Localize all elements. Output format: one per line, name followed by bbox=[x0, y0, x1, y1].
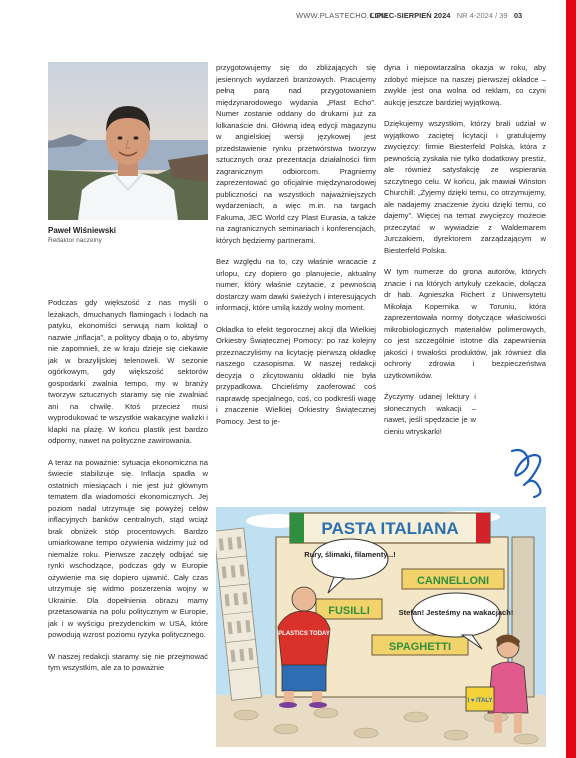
website-url[interactable]: WWW.PLASTECHO.COM bbox=[296, 11, 388, 20]
author-role: Redaktor naczelny bbox=[48, 237, 102, 244]
issue-date: LIPIEC-SIERPIEŃ 2024 bbox=[370, 11, 451, 20]
article-column-2 bbox=[216, 62, 376, 437]
article-column-1 bbox=[48, 297, 208, 684]
page-number: 03 bbox=[513, 11, 523, 20]
paragraph: A teraz na poważnie: sytuacja ekonomiczna na świecie stabilizuje się. Inflacja spadła w ostatnich miesiącach i nie jest już głównym tematem dla wiadomości ekonomicznych. Jej poziom nadal utrzymuje się powyżej celów inflacyjnych banków centralnych, stąd wciąż brak obniżek stóp procentowych. Bardzo umiarkowane tempo ożywienia widzimy już od niemalże roku. Pierwsze zaczęły odbijać się rynki wschodzące, podczas gdy w Europie ożywienie ma się dopiero ujawnić. Cały czas utrzymuje się widmo poszerzenia wojny w Ukrainie. Dla dopełnienia obrazu mamy przetasowania na polu politycznym w Europie, jak i w wyścigu prezydenckim w USA, które powodują wzrost poziomu ryzyka politycznego. bbox=[48, 457, 208, 639]
bag-text: I ♥ ITALY bbox=[467, 698, 493, 704]
article-column-3 bbox=[384, 62, 546, 447]
pasta-label-cannelloni: CANNELLONI bbox=[416, 575, 490, 587]
paragraph: dyna i niepowtarzalna okazja w roku, aby zdobyć miejsce na naszej pierwszej okładce – zwykle jest ona wolna od reklam, co czyni aukcję jeszcze bardziej wyjątkową. bbox=[384, 63, 546, 107]
speech-bubble-man: Rury, ślimaki, filamenty...! bbox=[304, 550, 396, 559]
cartoon-sign-text: PASTA ITALIANA bbox=[321, 519, 459, 538]
pasta-label-fusilli: FUSILLI bbox=[328, 605, 370, 617]
page-header bbox=[0, 8, 566, 22]
editor-signature bbox=[504, 445, 548, 505]
paragraph: Bez względu na to, czy właśnie wracacie z urlopu, czy dopiero go planujecie, aktualny numer, który właśnie czytacie, z pewnością dostarczy wam dawki świeżych i interesujących informacji, które umilą każdy wolny moment. bbox=[216, 257, 376, 312]
issue-number: NR 4-2024 / 39 bbox=[456, 11, 508, 20]
paragraph: Dziękujemy wszystkim, którzy brali udział w wyjątkowo zaciętej licytacji i gratulujemy zwycięzcy: firmie Biesterfeld Polska, która z pewnością zyskała nie tylko dodatkowy prestiż, ale również satysfakcję ze wspierania szczytnego celu. W końcu, jak mawiał Winston Churchill: „Żyjemy dzięki temu, co otrzymujemy, ale nadajemy znaczenie życiu dzięki temu, co dajemy”. Więcej na temat zwycięzcy możecie przeczytać w wywiadzie z Waldemarem Jurczakiem, dyrektorem zarządzającym w Biesterfeld Polska. bbox=[384, 119, 546, 255]
cartoon-illustration bbox=[216, 507, 546, 747]
page-edge-red-bar bbox=[566, 0, 576, 758]
paragraph: W tym numerze do grona autorów, których znacie i na których artykuły czekacie, dołącza dr hab. Agnieszka Richert z Uniwersytetu Mikołaja Kopernika w Toruniu, która zaprezentowała normy dotyczące właściwości mikrobiologicznych materiałów polimerowych, co jest szczególnie istotne dla zapewnienia jakości i trwałości produktów, jak również dla ochrony zdrowia i bezpieczeństwa użytkowników. bbox=[384, 267, 546, 380]
author-photo bbox=[48, 62, 208, 220]
shirt-text: PLASTICS TODAY bbox=[278, 631, 330, 637]
paragraph: W naszej redakcji staramy się nie przejmować tym wszystkim, ale za to poważnie bbox=[48, 651, 208, 672]
paragraph: Podczas gdy większość z nas myśli o leżakach, dmuchanych flamingach i lodach na patyku, ekonomiści serwują nam koktajl o nazwie „inflacja”, a politycy dbają o to, abyśmy nie zapomnieli, że w kraju dzieje się ciekawie jak w brazylijskiej telenoweli. W sezonie ogórkowym, gdy większość sektorów gospodarki zwalnia tempo, my w branży tworzyw sztucznych staramy się nie zwalniać ani na chwilę. Ktoś przecież musi wyprodukować te wszystkie wakacyjne walizki i klapki na plażę. W końcu plastik jest bardzo odporny, nawet na polityczne zawirowania. bbox=[48, 298, 208, 445]
author-name: Paweł Wiśniewski bbox=[48, 226, 116, 235]
speech-bubble-woman: Stefan! Jesteśmy na wakacjach! bbox=[398, 608, 514, 617]
closing-paragraph: Życzymy udanej lektury i słonecznych wakacji – nawet, jeśli spędzacie je w cieniu wtryskarki! bbox=[384, 392, 476, 436]
issue-info bbox=[370, 11, 522, 20]
pasta-label-spaghetti: SPAGHETTI bbox=[388, 641, 452, 653]
paragraph: Okładka to efekt tegorocznej akcji dla Wielkiej Orkiestry Świątecznej Pomocy: po raz kolejny przeznaczyliśmy na licytację pierwszą okładkę naszego czasopisma. W naszej redakcji decyzja o zlicytowaniu okładki nie była przypadkowa. Chcieliśmy zaoferować coś naprawdę specjalnego, coś, co podkreśli wagę i znaczenie Wielkiej Orkiestry Świątecznej Pomocy. Jest to je- bbox=[216, 324, 376, 426]
paragraph: przygotowujemy się do zbliżających się jesiennych wydarzeń branżowych. Pracujemy pełną parą nad przygotowaniem międzynarodowego wydania „Plast Echo”. Numer zostanie oddany do drukarni już za kilkanaście dni. Główną ideą edycji magazynu w angielskiej wersji językowej jest przedstawienie rynku przetwórstwa tworzyw sztucznych oraz prezentacja działalności firm zagranicznym odbiorcom. Pragniemy zaprezentować go oficjalnie międzynarodowej publiczności na wszystkich najważniejszych wydarzeniach, a więc m.in. na targach Fakuma, JEC World czy Plast Eurasia, a także na zagranicznych seminariach i konferencjach, których będziemy partnerami. bbox=[216, 63, 376, 245]
